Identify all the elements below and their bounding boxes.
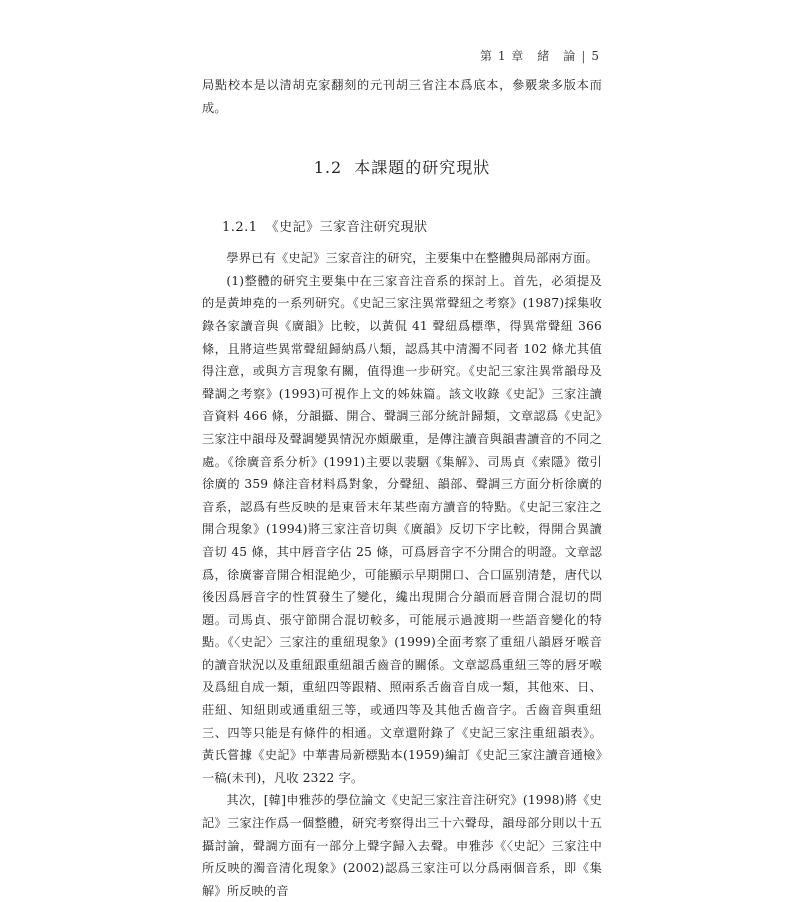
paragraph-intro: 局點校本是以清胡克家翻刻的元刊胡三省注本爲底本，參覈衆多版本而成。 bbox=[202, 78, 602, 115]
paragraph-secondly: 其次，[韓]申雅莎的學位論文《史記三家注音注研究》(1998)將《史記》三家注作爲一個整體，研究考察得出三十六聲母，韻母部分則以十五攝討論，聲調方面有一部分上聲字歸入去聲。申雅莎《〈史記〉三家注中所反映的濁音清化現象》(2002)認爲三家注可以分爲兩個音系，即《集解》所反映的音 bbox=[202, 793, 602, 898]
page-body bbox=[202, 74, 602, 902]
subsection-number: 1.2.1 bbox=[222, 220, 258, 236]
paragraph-holistic-studies: (1)整體的研究主要集中在三家音注音系的探討上。首先，必須提及的是黃坤堯的一系列研究。《史記三家注異常聲紐之考察》(1987)採集收錄各家讀音與《廣韻》比較，以黃侃 41 聲紐爲標準，得異常聲紐 366 條，且將這些異常聲紐歸納爲八類，認爲其中清濁不同者 102 條尤其值得注意，或與方言現象有關，值得進一步研究。《史記三家注異常韻母及聲調之考察》(1993)可視作上文的姊妹篇。該文收錄《史記》三家注讀音資料 466 條，分韻攝、開合、聲調三部分統計歸類，文章認爲《史記》三家注中韻母及聲調變異情況亦頗嚴重，是傳注讀音與韻書讀音的不同之處。《徐廣音系分析》(1991)主要以裴駰《集解》、司馬貞《索隱》徵引徐廣的 359 條注音材料爲對象，分聲紐、韻部、聲調三方面分析徐廣的音系，認爲有些反映的是東晉末年某些南方讀音的特點。《史記三家注之開合現象》(1994)將三家注音切與《廣韻》反切下字比較，得開合異讀音切 45 條，其中唇音字佔 25 條，可爲唇音字不分開合的明證。文章認爲，徐廣審音開合相混絶少，可能顯示早期開口、合口區别清楚，唐代以後因爲唇音字的性質發生了變化，纔出現開合分韻而唇音開合混切的問題。司馬貞、張守節開合混切較多，可能展示過渡期一些語音變化的特點。《〈史記〉三家注的重紐現象》(1999)全面考察了重紐八韻唇牙喉音的讀音狀況以及重紐跟重紐韻舌齒音的關係。文章認爲重紐三等的唇牙喉及爲紐自成一類，重紐四等跟精、照兩系舌齒音自成一類，其他來、日、莊紐、知紐則或通重紐三等，或通四等及其他舌齒音字。舌齒音與重紐三、四等只能是有條件的相通。文章還附錄了《史記三家注重紐韻表》。黃氏嘗據《史記》中華書局新標點本(1959)編訂《史記三家注讀音通檢》一稿(未刊)，凡收 2322 字。 bbox=[202, 273, 602, 785]
header-separator: | bbox=[581, 49, 587, 63]
section-number: 1.2 bbox=[313, 158, 343, 178]
section-title: 本課題的研究現狀 bbox=[354, 158, 491, 178]
chapter-title: 第 1 章 緒 論 bbox=[480, 49, 577, 63]
subsection-title: 《史記》三家音注研究現狀 bbox=[265, 220, 428, 236]
running-header bbox=[480, 47, 600, 64]
paragraph-overview: 學界已有《史記》三家音注的研究，主要集中在整體與局部兩方面。 bbox=[226, 251, 599, 266]
page-number: 5 bbox=[591, 49, 600, 63]
subsection-heading bbox=[202, 216, 602, 235]
section-heading bbox=[202, 155, 602, 178]
